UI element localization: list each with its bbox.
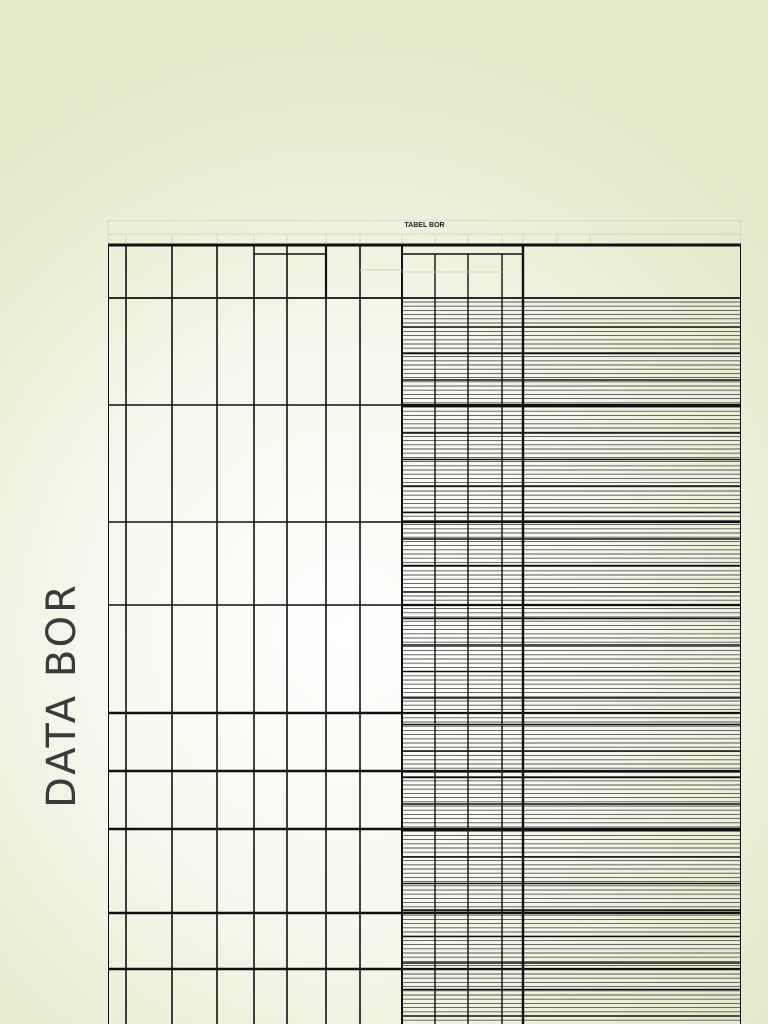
table-grid [108,220,741,1024]
bore-log-table [108,220,741,1024]
slide-title: DATA BOR [39,582,85,808]
table-title: TABEL BOR [404,222,445,229]
